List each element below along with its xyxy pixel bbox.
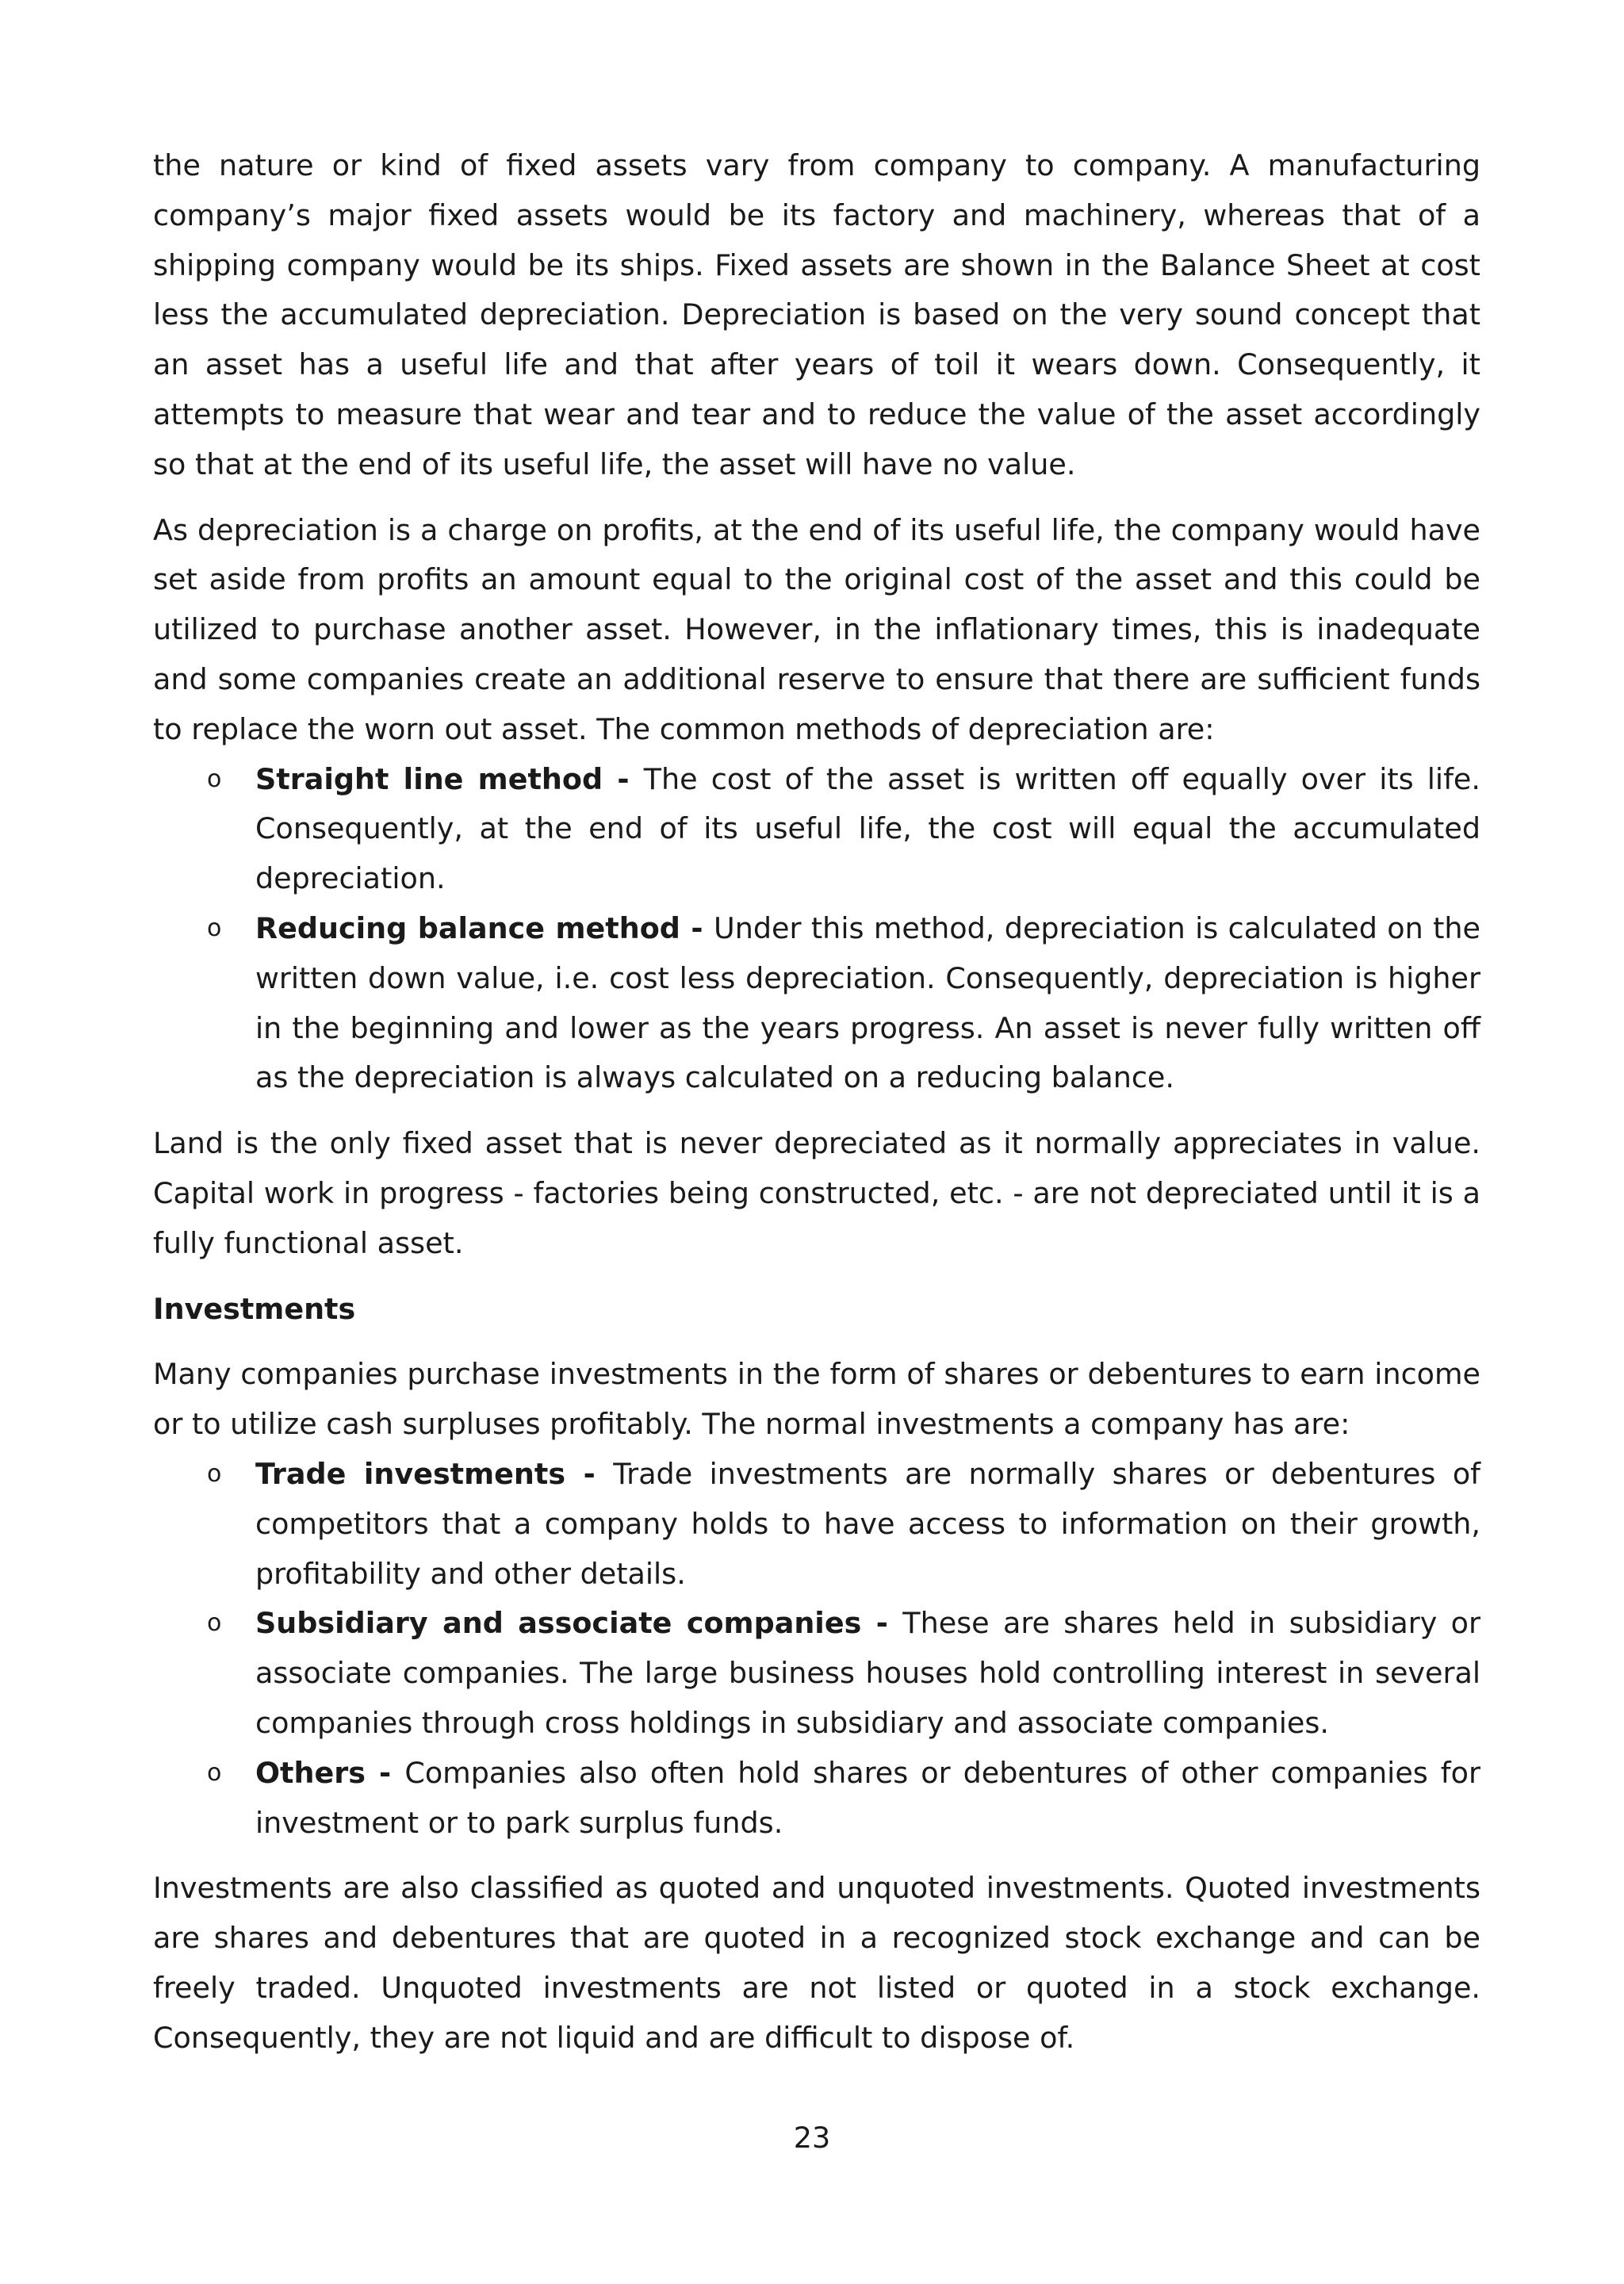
list-item-term: Subsidiary and associate companies - <box>255 1606 903 1641</box>
list-item <box>153 1450 1480 1599</box>
list-item-term: Reducing balance method - <box>255 910 714 945</box>
list-item-text: These are shares held in subsidiary or associate companies. The large business houses hold controlling interest in several companies through cross holdings in subsidiary and associate companies. <box>255 1606 1480 1740</box>
list-item-text: Trade investments are normally shares or debentures of competitors that a company holds to have access to information on their growth, profitability and other details. <box>255 1456 1481 1591</box>
list-item-text: The cost of the asset is written off equally over its life. Consequently, at the end of its useful life, the cost will equal the accumulated depreciation. <box>255 761 1480 896</box>
list-item-term: Trade investments - <box>255 1456 614 1491</box>
section-heading-investments: Investments <box>153 1291 356 1326</box>
paragraph-depreciation: As depreciation is a charge on profits, at the end of its useful life, the company would have set aside from profits an amount equal to the original cost of the asset and this could be utilized to purchase another asset. However, in the inflationary times, this is inadequate and some companies create an additional reserve to ensure that there are sufficient funds to replace the worn out asset. The common methods of depreciation are: <box>153 512 1480 746</box>
list-item-term: Others - <box>255 1755 405 1790</box>
depreciation-methods-list <box>153 755 1480 1104</box>
list-item-text: Under this method, depreciation is calculated on the written down value, i.e. cost less depreciation. Consequently, depreciation is higher in the beginning and lower as the years progress. An asset is never fully written off as the depreciation is always calculated on a reducing balance. <box>255 910 1480 1095</box>
bullet-marker: o <box>207 765 222 793</box>
bullet-marker: o <box>207 1459 222 1488</box>
list-item <box>153 904 1480 1103</box>
bullet-marker: o <box>207 1758 222 1787</box>
paragraph-investments: Many companies purchase investments in the form of shares or debentures to earn income or to utilize cash surpluses profitably. The normal investments a company has are: <box>153 1357 1480 1442</box>
bullet-marker: o <box>207 1609 222 1638</box>
investment-types-list <box>153 1450 1480 1848</box>
list-item <box>153 1599 1480 1748</box>
paragraph-fixed-assets: the nature or kind of fixed assets vary from company to company. A manufacturing company’s major fixed assets would be its factory and machinery, whereas that of a shipping company would be its ships. Fixed assets are shown in the Balance Sheet at cost less the accumulated depreciation. Depreciation is based on the very sound concept that an asset has a useful life and that after years of toil it wears down. Consequently, it attempts to measure that wear and tear and to reduce the value of the asset accordingly so that at the end of its useful life, the asset will have no value. <box>153 148 1480 481</box>
list-item <box>153 755 1480 904</box>
bullet-marker: o <box>207 914 222 942</box>
list-item <box>153 1749 1480 1849</box>
paragraph-quoted-investments: Investments are also classified as quoted and unquoted investments. Quoted investments are shares and debentures that are quoted in a recognized stock exchange and can be freely traded. Unquoted investments are not listed or quoted in a stock exchange. Consequently, they are not liquid and are difficult to dispose of. <box>153 1871 1480 2055</box>
list-item-term: Straight line method - <box>255 761 644 796</box>
page-number: 23 <box>793 2121 831 2155</box>
page-body <box>153 141 1480 2063</box>
paragraph-land: Land is the only fixed asset that is never depreciated as it normally appreciates in value. Capital work in progress - factories being constructed, etc. - are not depreciated until it is a fully functional asset. <box>153 1126 1480 1260</box>
list-item-text: Companies also often hold shares or debentures of other companies for investment or to park surplus funds. <box>255 1755 1480 1840</box>
